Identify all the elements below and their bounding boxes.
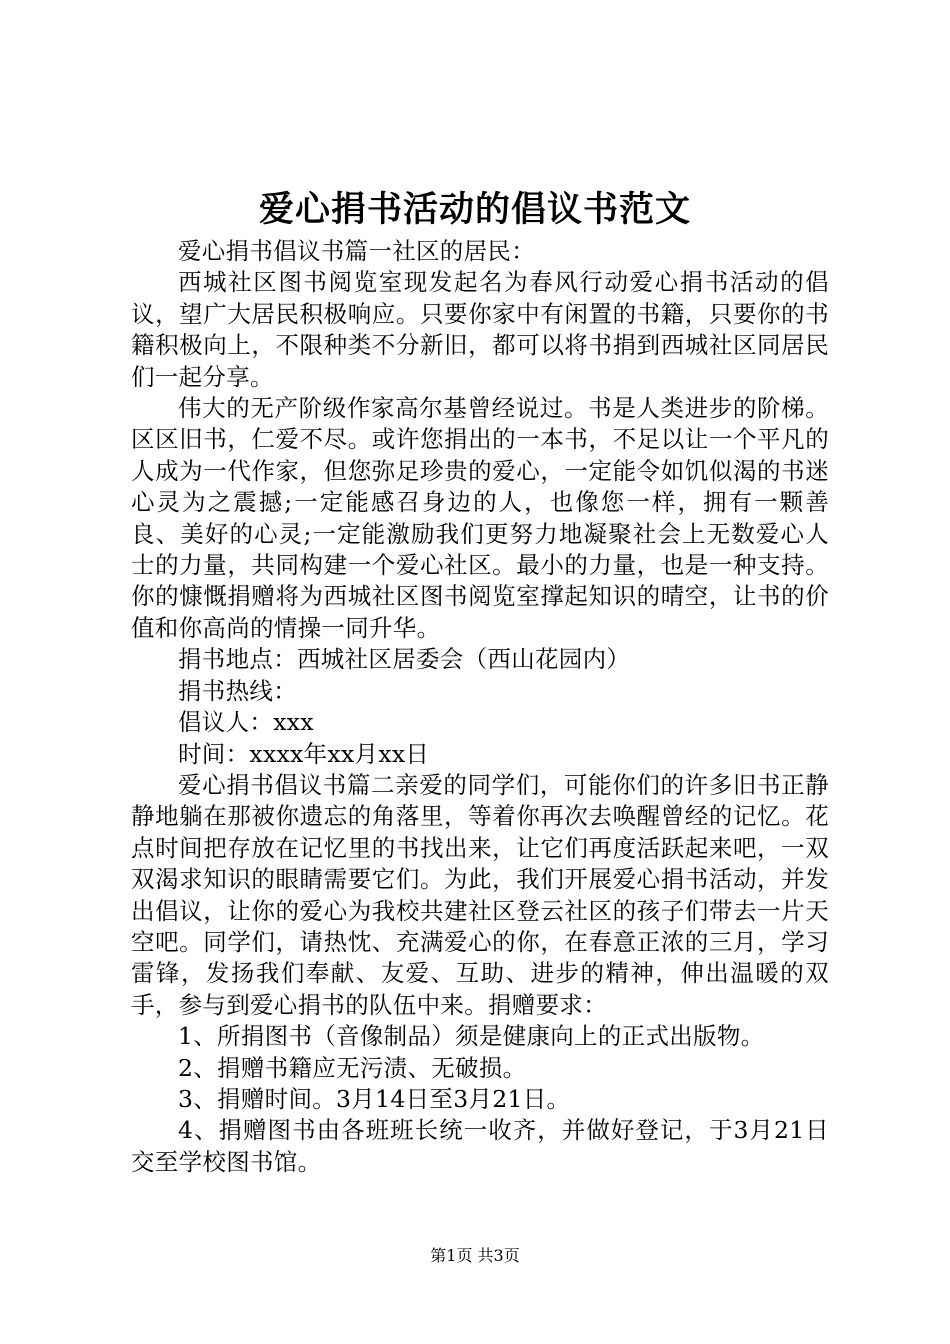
- list-item-requirement-2: 2、捐赠书籍应无污渍、无破损。: [178, 1053, 527, 1082]
- paragraph-initiative: 西城社区图书阅览室现发起名为春风行动爱心捐书活动的倡议，望广大居民积极响应。只要你家中有闲置的书籍，只要你的书籍积极向上，不限种类不分新旧，都可以将书捐到西城社区同居民们一起分享。: [131, 268, 829, 391]
- list-item-requirement-1: 1、所捐图书（音像制品）须是健康向上的正式出版物。: [178, 1022, 765, 1051]
- document-title: 爱心捐书活动的倡议书范文: [258, 189, 691, 230]
- paragraph-salutation: 爱心捐书倡议书篇一社区的居民：: [178, 237, 535, 265]
- document-body: [131, 236, 829, 1178]
- paragraph-gorky-quote: 伟大的无产阶级作家高尔基曾经说过。书是人类进步的阶梯。区区旧书，仁爱不尽。或许您捐出的一本书，不足以让一个平凡的人成为一代作家，但您弥足珍贵的爱心，一定能令如饥似渴的书迷心灵为之震撼;一定能感召身边的人，也像您一样，拥有一颗善良、美好的心灵;一定能激励我们更努力地凝聚社会上无数爱心人士的力量，共同构建一个爱心社区。最小的力量，也是一种支持。你的慷慨捐赠将为西城社区图书阅览室撑起知识的晴空，让书的价值和你高尚的情操一同升华。: [131, 394, 829, 642]
- list-item-requirement-4: 4、捐赠图书由各班班长统一收齐，并做好登记，于3月21日交至学校图书馆。: [131, 1116, 829, 1176]
- page-number-footer: 第1页 共3页: [430, 1246, 520, 1265]
- list-item-requirement-3: 3、捐赠时间。3月14日至3月21日。: [178, 1084, 571, 1113]
- paragraph-students: 爱心捐书倡议书篇二亲爱的同学们，可能你们的许多旧书正静静地躺在那被你遗忘的角落里，等着你再次去唤醒曾经的记忆。花点时间把存放在记忆里的书找出来，让它们再度活跃起来吧，一双双渴求知识的眼睛需要它们。为此，我们开展爱心捐书活动，并发出倡议，让你的爱心为我校共建社区登云社区的孩子们带去一片天空吧。同学们，请热忱、充满爱心的你，在春意正浓的三月，学习雷锋，发扬我们奉献、友爱、互助、进步的精神，伸出温暖的双手，参与到爱心捐书的队伍中来。捐赠要求：: [131, 770, 829, 1019]
- paragraph-hotline: 捐书热线：: [178, 676, 297, 705]
- paragraph-date: 时间：xxxx年xx月xx日: [178, 739, 430, 768]
- paragraph-initiator: 倡议人：xxx: [178, 708, 314, 737]
- paragraph-location: 捐书地点：西城社区居委会（西山花园内）: [178, 645, 631, 674]
